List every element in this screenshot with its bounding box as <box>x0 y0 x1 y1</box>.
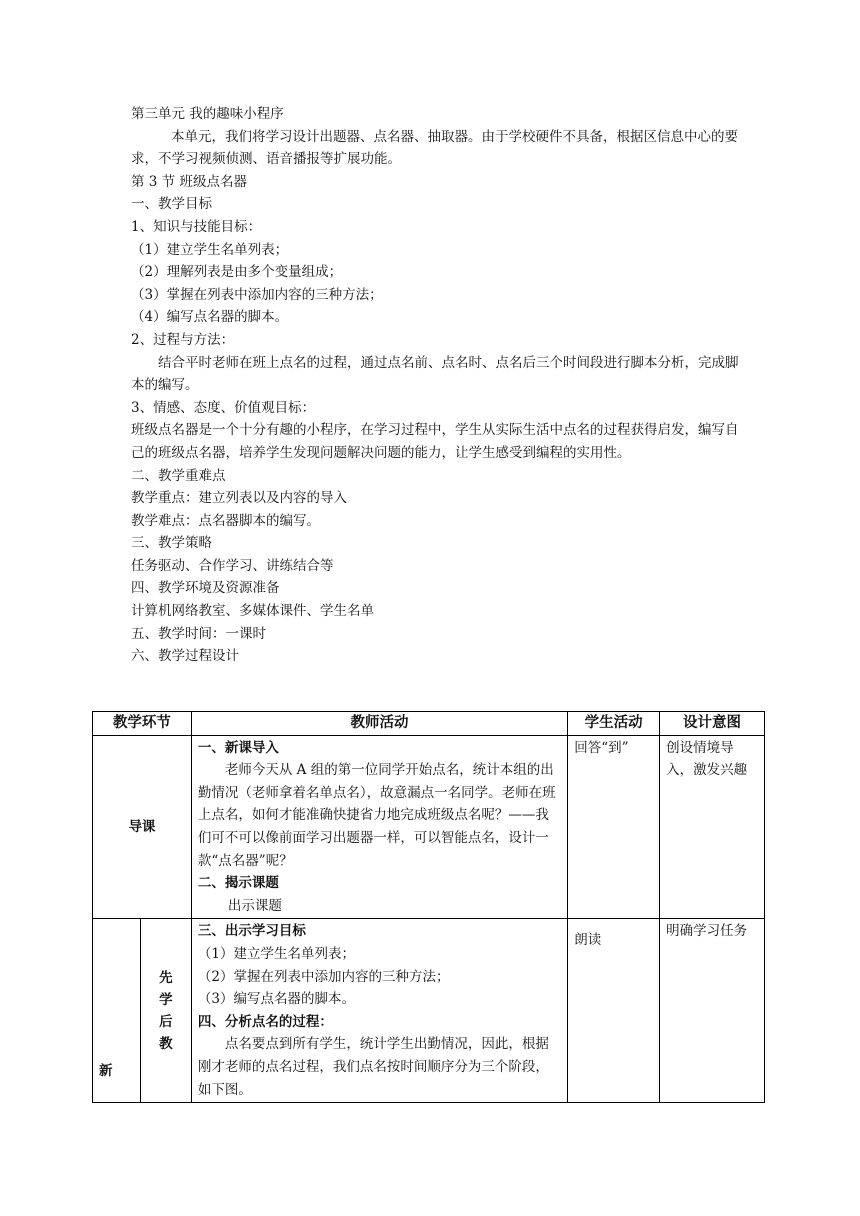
goal1-item: （4）编写点名器的脚本。 <box>131 309 289 326</box>
teacher-heading: 二、揭示课题 <box>197 875 279 892</box>
goal3-text: 班级点名器是一个十分有趣的小程序，在学习过程中，学生从实际生活中点名的过程获得启发，编写自己的班级点名器，培养学生发现问题解决问题的能力，让学生感受到编程的实用性。 <box>131 422 739 461</box>
section-key-points: 二、教学重难点 <box>131 467 226 484</box>
section-time: 五、教学时间：一课时 <box>131 625 266 642</box>
goal1-title: 1、知识与技能目标： <box>131 218 262 235</box>
teacher-text: 老师今天从 A 组的第一位同学开始点名，统计本组的出勤情况（老师拿着名单点名），故意漏点一名同学。老师在班上点名，如何才能准确快捷省力地完成班级点名呢？——我们可不可以像前面学习出题器一样，可以智能点名，设计一款“点名器”呢？ <box>197 762 556 869</box>
stage-char: 先 <box>159 969 173 986</box>
lesson-title: 第 3 节 班级点名器 <box>131 173 247 190</box>
difficult-point: 教学难点：点名器脚本的编写。 <box>131 512 320 529</box>
table-header-row <box>93 712 765 736</box>
stage-outer-cell: 新 <box>93 919 141 1103</box>
goal3-title: 3、情感、态度、价值观目标： <box>131 399 316 416</box>
section-strategy: 三、教学策略 <box>131 535 212 552</box>
unit-title: 第三单元 我的趣味小程序 <box>131 106 284 122</box>
header-intent: 设计意图 <box>660 712 765 736</box>
goal1-item: （1）建立学生名单列表； <box>131 241 289 258</box>
document-body <box>131 103 741 668</box>
goal1-item: （3）掌握在列表中添加内容的三种方法； <box>131 286 383 303</box>
stage-char: 学 <box>159 991 173 1008</box>
teacher-item: （2）掌握在列表中添加内容的三种方法； <box>197 968 450 985</box>
table-row <box>93 919 765 1103</box>
section-objectives: 一、教学目标 <box>131 196 212 213</box>
lesson-plan-table <box>92 711 765 1103</box>
table-row <box>93 735 765 919</box>
goal2-text: 结合平时老师在班上点名的过程，通过点名前、点名时、点名后三个时间段进行脚本分析，完成脚本的编写。 <box>131 354 739 394</box>
unit-intro: 本单元，我们将学习设计出题器、点名器、抽取器。由于学校硬件不具备，根据区信息中心的要求，不学习视频侦测、语音播报等扩展功能。 <box>131 128 738 168</box>
intent-cell: 创设情境导入，激发兴趣 <box>660 735 765 919</box>
section-resources: 四、教学环境及资源准备 <box>131 580 280 597</box>
student-cell: 回答“到” <box>568 735 660 919</box>
goal1-item: （2）理解列表是由多个变量组成； <box>131 264 343 281</box>
stage-inner-cell <box>140 919 191 1103</box>
teacher-item: （1）建立学生名单列表； <box>197 945 355 962</box>
stage-char: 教 <box>159 1035 173 1052</box>
header-teacher: 教师活动 <box>191 712 567 736</box>
goal2-title: 2、过程与方法： <box>131 331 235 348</box>
teacher-text: 出示课题 <box>227 897 282 914</box>
stage-cell: 导课 <box>93 735 192 919</box>
resources: 计算机网络教室、多媒体课件、学生名单 <box>131 603 374 620</box>
header-stage: 教学环节 <box>93 712 192 736</box>
header-student: 学生活动 <box>568 712 660 736</box>
teacher-heading: 三、出示学习目标 <box>197 923 306 940</box>
strategy: 任务驱动、合作学习、讲练结合等 <box>131 557 334 574</box>
intent-cell: 明确学习任务 <box>660 919 765 1103</box>
key-point: 教学重点：建立列表以及内容的导入 <box>131 490 347 507</box>
teacher-item: （3）编写点名器的脚本。 <box>197 991 355 1008</box>
teacher-heading: 一、新课导入 <box>197 739 279 756</box>
student-cell: 朗读 <box>568 919 660 1103</box>
teacher-heading: 四、分析点名的过程： <box>197 1013 333 1030</box>
teacher-cell <box>191 919 567 1103</box>
teacher-text: 点名要点到所有学生，统计学生出勤情况，因此，根据刚才老师的点名过程，我们点名按时间顺序分为三个阶段，如下图。 <box>197 1036 549 1098</box>
stage-char: 后 <box>159 1013 173 1030</box>
teacher-cell <box>191 735 567 919</box>
section-process: 六、教学过程设计 <box>131 648 239 665</box>
